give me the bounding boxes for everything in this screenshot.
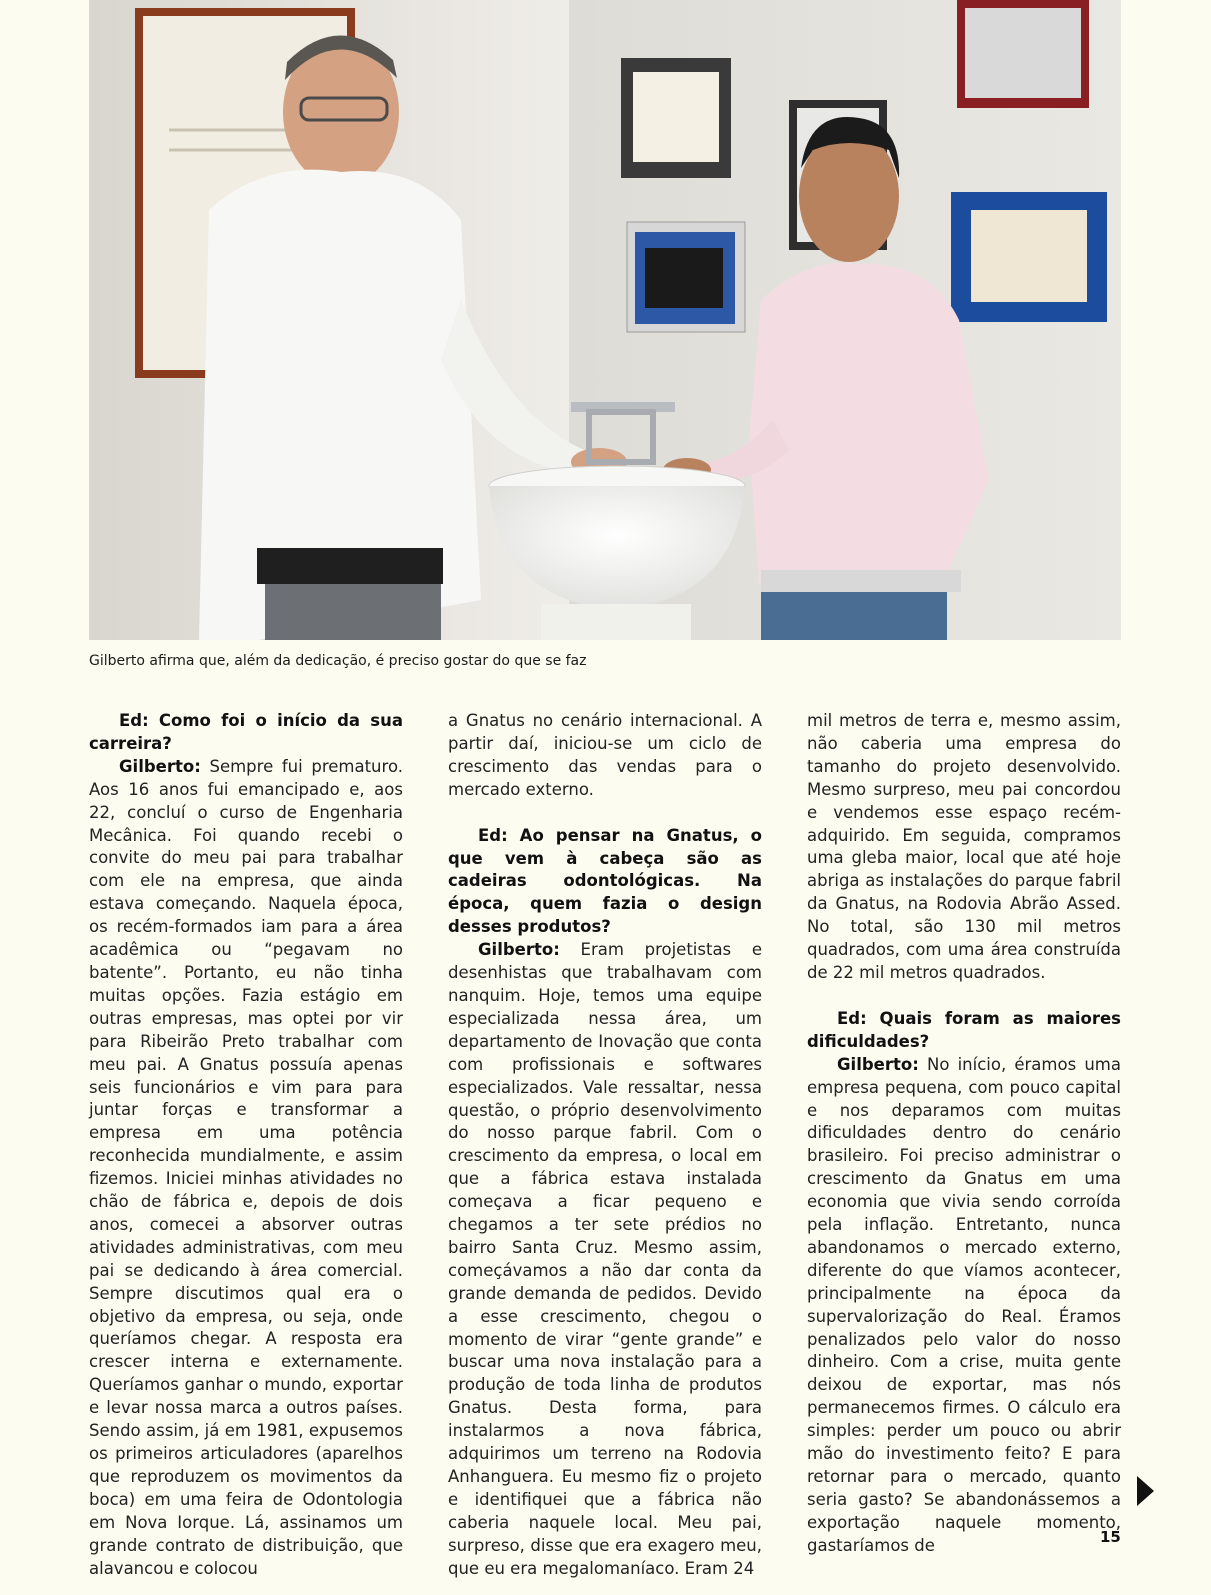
interview-question: Ed: Como foi o início da sua carreira? [89,711,403,753]
interview-question: Ed: Quais foram as maiores dificuldades? [807,1008,1121,1051]
interview-question: Ed: Ao pensar na Gnatus, o que vem à cabeça são as cadeiras odontológicas. Na época, quem fazia o design desses produtos? [448,825,762,937]
photo-illustration [89,0,1121,640]
article-column-2 [448,710,762,1581]
article-photo [89,0,1121,640]
continue-arrow-icon [1137,1476,1154,1506]
speaker-name: Gilberto: [478,940,560,960]
article-column-1 [89,710,403,1580]
speaker-name: Gilberto: [837,1054,919,1074]
continued-text: mil metros de terra e, mesmo assim, não caberia uma empresa do tamanho do projeto desenvolvido. Mesmo surpreso, meu pai concordou e vendemos esse espaço recém-adquirido. Em seguida, compramos uma gleba maior, local que até hoje abriga as instalações do parque fabril da Gnatus, na Rodovia Abrão Assed. No total, são 130 mil metros quadrados, com uma área construída de 22 mil metros quadrados. [807,711,1121,982]
interview-answer [89,756,403,1581]
photo-caption: Gilberto afirma que, além da dedicação, é preciso gostar do que se faz [89,653,587,669]
answer-text: Eram projetistas e desenhistas que trabalhavam com nanquim. Hoje, temos uma equipe especializada nessa área, um departamento de Inovação que conta com profissionais e softwares especializados. Vale ressaltar, nessa questão, o próprio desenvolvimento do nosso parque fabril. Com o crescimento da empresa, o local em que a fábrica estava instalada começava a ficar pequeno e chegamos a ter sete prédios no bairro Santa Cruz. Mesmo assim, começávamos a não dar conta da grande demanda de pedidos. Devido a esse crescimento, chegou o momento de virar “gente grande” e buscar uma nova instalação para a produção de toda linha de produtos Gnatus. Desta forma, para instalarmos a nova fábrica, adquirimos um terreno na Rodovia Anhanguera. Eu mesmo fiz o projeto e identifiquei que a fábrica não caberia naquele local. Meu pai, surpreso, disse que era exagero meu, que eu era megalomaníaco. Eram 24 [448,940,762,1578]
interview-answer [448,939,762,1580]
answer-text: Sempre fui prematuro. Aos 16 anos fui emancipado e, aos 22, concluí o curso de Engenharia Mecânica. Foi quando recebi o convite do meu pai para trabalhar com ele na empresa, que ainda estava começando. Naquela época, os recém-formados iam para a área acadêmica ou “pegavam no batente”. Portanto, eu não tinha muitas opções. Fazia estágio em outras empresas, mas optei por vir para Ribeirão Preto trabalhar com meu pai. A Gnatus possuía apenas seis funcionários e vim para para juntar forças e transformar a empresa em uma potência reconhecida mundialmente, e assim fizemos. Iniciei minhas atividades no chão de fábrica e, depois de dois anos, comecei a absorver outras atividades administrativas, com meu pai se dedicando à área comercial. Sempre discutimos qual era o objetivo da empresa, ou seja, onde queríamos chegar. A resposta era crescer interna e externamente. Queríamos ganhar o mundo, exportar e levar nossa marca a outros países. Sendo assim, já em 1981, expusemos os primeiros articuladores (aparelhos que reproduzem os movimentos da boca) em uma feira de Odontologia em Nova Iorque. Lá, assinamos um grande contrato de distribuição, que alavancou e colocou [89,756,403,1578]
interview-answer [807,1054,1121,1558]
page-number: 15 [1100,1528,1121,1546]
speaker-name: Gilberto: [119,756,201,776]
article-column-3 [807,710,1121,1558]
answer-text: No início, éramos uma empresa pequena, com pouco capital e nos deparamos com muitas dificuldades dentro do cenário brasileiro. Foi preciso administrar o crescimento da Gnatus em uma economia que vivia sendo corroída pela inflação. Entretanto, nunca abandonamos o mercado externo, diferente do que víamos acontecer, principalmente na época da supervalorização do Real. Éramos penalizados pelo valor do nosso dinheiro. Com a crise, muita gente deixou de exportar, mas nós permanecemos firmes. O cálculo era simples: perder um pouco ou abrir mão do investimento feito? E para retornar para o mercado, quanto seria gasto? Se abandonássemos a exportação naquele momento, gastaríamos de [807,1054,1121,1555]
continued-text: a Gnatus no cenário internacional. A partir daí, iniciou-se um ciclo de crescimento das vendas para o mercado externo. [448,711,762,799]
